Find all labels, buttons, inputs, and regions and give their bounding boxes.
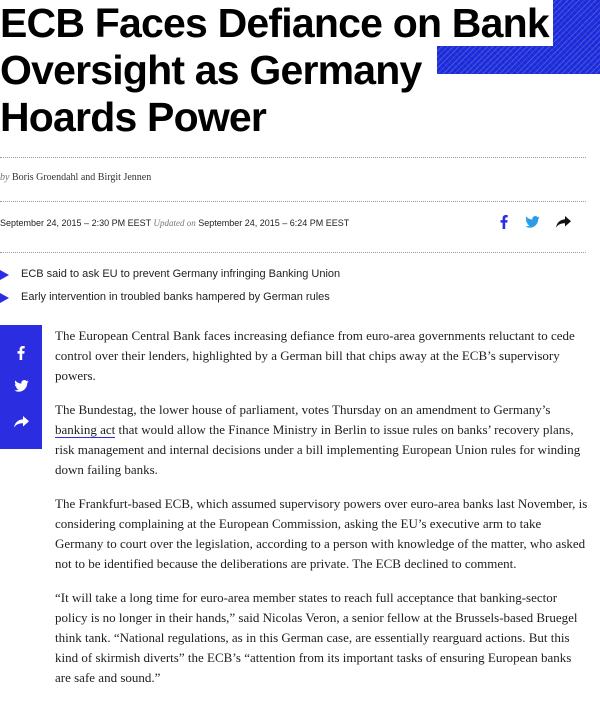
paragraph-text: that would allow the Finance Ministry in Berlin to issue rules on banks’ recovery plans, risk management and internal decisions under a bill implementing European Union rules for winding down failing banks. [55, 422, 581, 477]
twitter-icon [525, 216, 540, 228]
paragraph-text: The Bundestag, the lower house of parliament, votes Thursday on an amendment to Germany’s [55, 402, 551, 417]
headline-line: ECB Faces Defiance on Bank [0, 0, 553, 46]
facebook-share-button[interactable] [496, 212, 512, 232]
byline [0, 172, 151, 183]
triangle-bullet-icon [0, 293, 9, 303]
key-points-list [0, 268, 340, 314]
key-point-text: Early intervention in troubled banks hampered by German rules [21, 291, 330, 303]
published-time: September 24, 2015 – 2:30 PM EEST [0, 218, 151, 228]
article-paragraph: “It will take a long time for euro-area member states to reach full acceptance that banking-sector policy is no longer in their hands,” said Nicolas Veron, a senior fellow at the Brussels-based Bruegel think tank. “National regulations, as in this German case, are essentially rearguard actions. But this kind of skirmish diverts” the ECB’s “attention from its important tasks of ensuring European banks are safe and sound.” [55, 590, 578, 685]
twitter-icon [14, 380, 29, 392]
twitter-share-button[interactable] [0, 371, 42, 401]
article-body [55, 326, 590, 702]
triangle-bullet-icon [0, 270, 9, 280]
updated-label: Updated on [153, 218, 196, 228]
share-button[interactable] [552, 212, 574, 232]
headline-line: Hoards Power [0, 94, 270, 140]
divider [0, 201, 586, 202]
headline [0, 0, 600, 141]
dateline [0, 218, 349, 228]
author-link[interactable]: Birgit Jennen [97, 172, 152, 183]
article-paragraph [55, 400, 590, 480]
sticky-share-bar [0, 325, 42, 449]
article-paragraph: The Frankfurt-based ECB, which assumed supervisory powers over euro-area banks last November, is considering complaining at the European Commission, asking the EU’s executive arm to take Germany to court over the legislation, according to a person with knowledge of the matter, who asked not to be identified because the deliberations are private. The ECB declined to comment. [55, 496, 588, 571]
facebook-icon [17, 346, 25, 360]
byline-prefix: by [0, 172, 10, 183]
share-arrow-icon [556, 216, 571, 228]
divider [0, 252, 586, 253]
updated-time: September 24, 2015 – 6:24 PM EEST [198, 218, 350, 228]
key-point-text: ECB said to ask EU to prevent Germany infringing Banking Union [21, 268, 341, 280]
share-arrow-icon [14, 416, 29, 428]
divider [0, 157, 586, 158]
banking-act-link[interactable]: banking act [55, 422, 116, 437]
byline-conjunction: and [80, 172, 96, 183]
key-point [0, 268, 340, 291]
share-button[interactable] [0, 407, 42, 437]
facebook-icon [500, 215, 508, 229]
facebook-share-button[interactable] [0, 338, 42, 368]
article-paragraph: The European Central Bank faces increasing defiance from euro-area governments reluctant to cede control over their lenders, highlighted by a German bill that chips away at the ECB’s supervisory powers. [55, 328, 575, 383]
key-point [0, 291, 340, 314]
author-link[interactable]: Boris Groendahl [11, 172, 79, 183]
twitter-share-button[interactable] [522, 212, 542, 232]
headline-line: Oversight as Germany [0, 47, 426, 93]
